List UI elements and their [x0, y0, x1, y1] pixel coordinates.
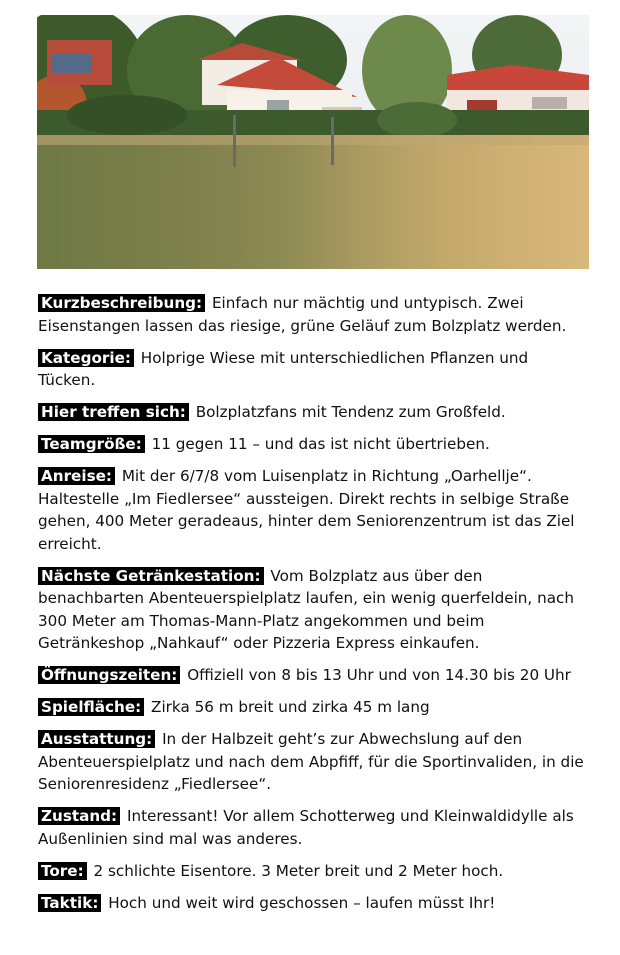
entry-text: Mit der 6/7/8 vom Luisenplatz in Richtung „Oarhellje“. Haltestelle „Im Fiedlersee“ aussteigen. Direkt rechts in selbige Straße gehen, 400 Meter geradeaus, hinter dem Seniorenzentrum ist das Ziel erreicht. — [38, 467, 575, 553]
entry-oeffnungszeiten — [38, 664, 588, 687]
entry-taktik — [38, 892, 588, 915]
entry-ausstattung — [38, 728, 588, 796]
entry-naechste-getraenkestation — [38, 565, 588, 655]
entry-label: Nächste Getränkestation: — [38, 567, 264, 585]
entry-kategorie — [38, 347, 588, 392]
info-list — [38, 292, 588, 924]
field-photo — [37, 15, 589, 269]
entry-label: Anreise: — [38, 467, 115, 485]
entry-zustand — [38, 805, 588, 850]
entry-label: Ausstattung: — [38, 730, 155, 748]
entry-text: Offiziell von 8 bis 13 Uhr und von 14.30 bis 20 Uhr — [187, 666, 571, 684]
entry-label: Kategorie: — [38, 349, 134, 367]
entry-anreise — [38, 465, 588, 555]
entry-tore — [38, 860, 588, 883]
entry-text: Zirka 56 m breit und zirka 45 m lang — [151, 698, 430, 716]
entry-label: Spielfläche: — [38, 698, 144, 716]
entry-label: Zustand: — [38, 807, 120, 825]
entry-text: In der Halbzeit geht’s zur Abwechslung auf den Abenteuerspielplatz und nach dem Abpfiff, für die Sportinvaliden, in die Seniorenresidenz „Fiedlersee“. — [38, 730, 584, 793]
entry-label: Taktik: — [38, 894, 101, 912]
entry-label: Kurzbeschreibung: — [38, 294, 205, 312]
entry-text: Einfach nur mächtig und untypisch. Zwei Eisenstangen lassen das riesige, grüne Geläuf zum Bolzplatz werden. — [38, 294, 567, 335]
entry-text: Interessant! Vor allem Schotterweg und Kleinwaldidylle als Außenlinien sind mal was anderes. — [38, 807, 574, 848]
entry-kurzbeschreibung — [38, 292, 588, 337]
entry-hier-treffen-sich — [38, 401, 588, 424]
entry-text: 2 schlichte Eisentore. 3 Meter breit und 2 Meter hoch. — [93, 861, 504, 880]
entry-label: Öffnungszeiten: — [38, 666, 180, 684]
photo-field-icon — [37, 15, 589, 269]
entry-label: Teamgröße: — [38, 435, 145, 453]
entry-teamgroesse — [38, 433, 588, 456]
entry-label: Tore: — [38, 862, 87, 880]
entry-text: Bolzplatzfans mit Tendenz zum Großfeld. — [195, 403, 506, 421]
entry-label: Hier treffen sich: — [38, 403, 189, 421]
entry-text: Vom Bolzplatz aus über den benachbarten Abenteuerspielplatz laufen, ein wenig querfeldein, nach 300 Meter am Thomas-Mann-Platz angekommen und beim Getränkeshop „Nahkauf“ oder Pizzeria Express einkaufen. — [38, 566, 574, 652]
entry-spielflaeche — [38, 696, 588, 719]
entry-text: Hoch und weit wird geschossen – laufen müsst Ihr! — [108, 893, 496, 912]
entry-text: Holprige Wiese mit unterschiedlichen Pflanzen und Tücken. — [38, 348, 529, 389]
entry-text: 11 gegen 11 – und das ist nicht übertrieben. — [151, 435, 490, 453]
